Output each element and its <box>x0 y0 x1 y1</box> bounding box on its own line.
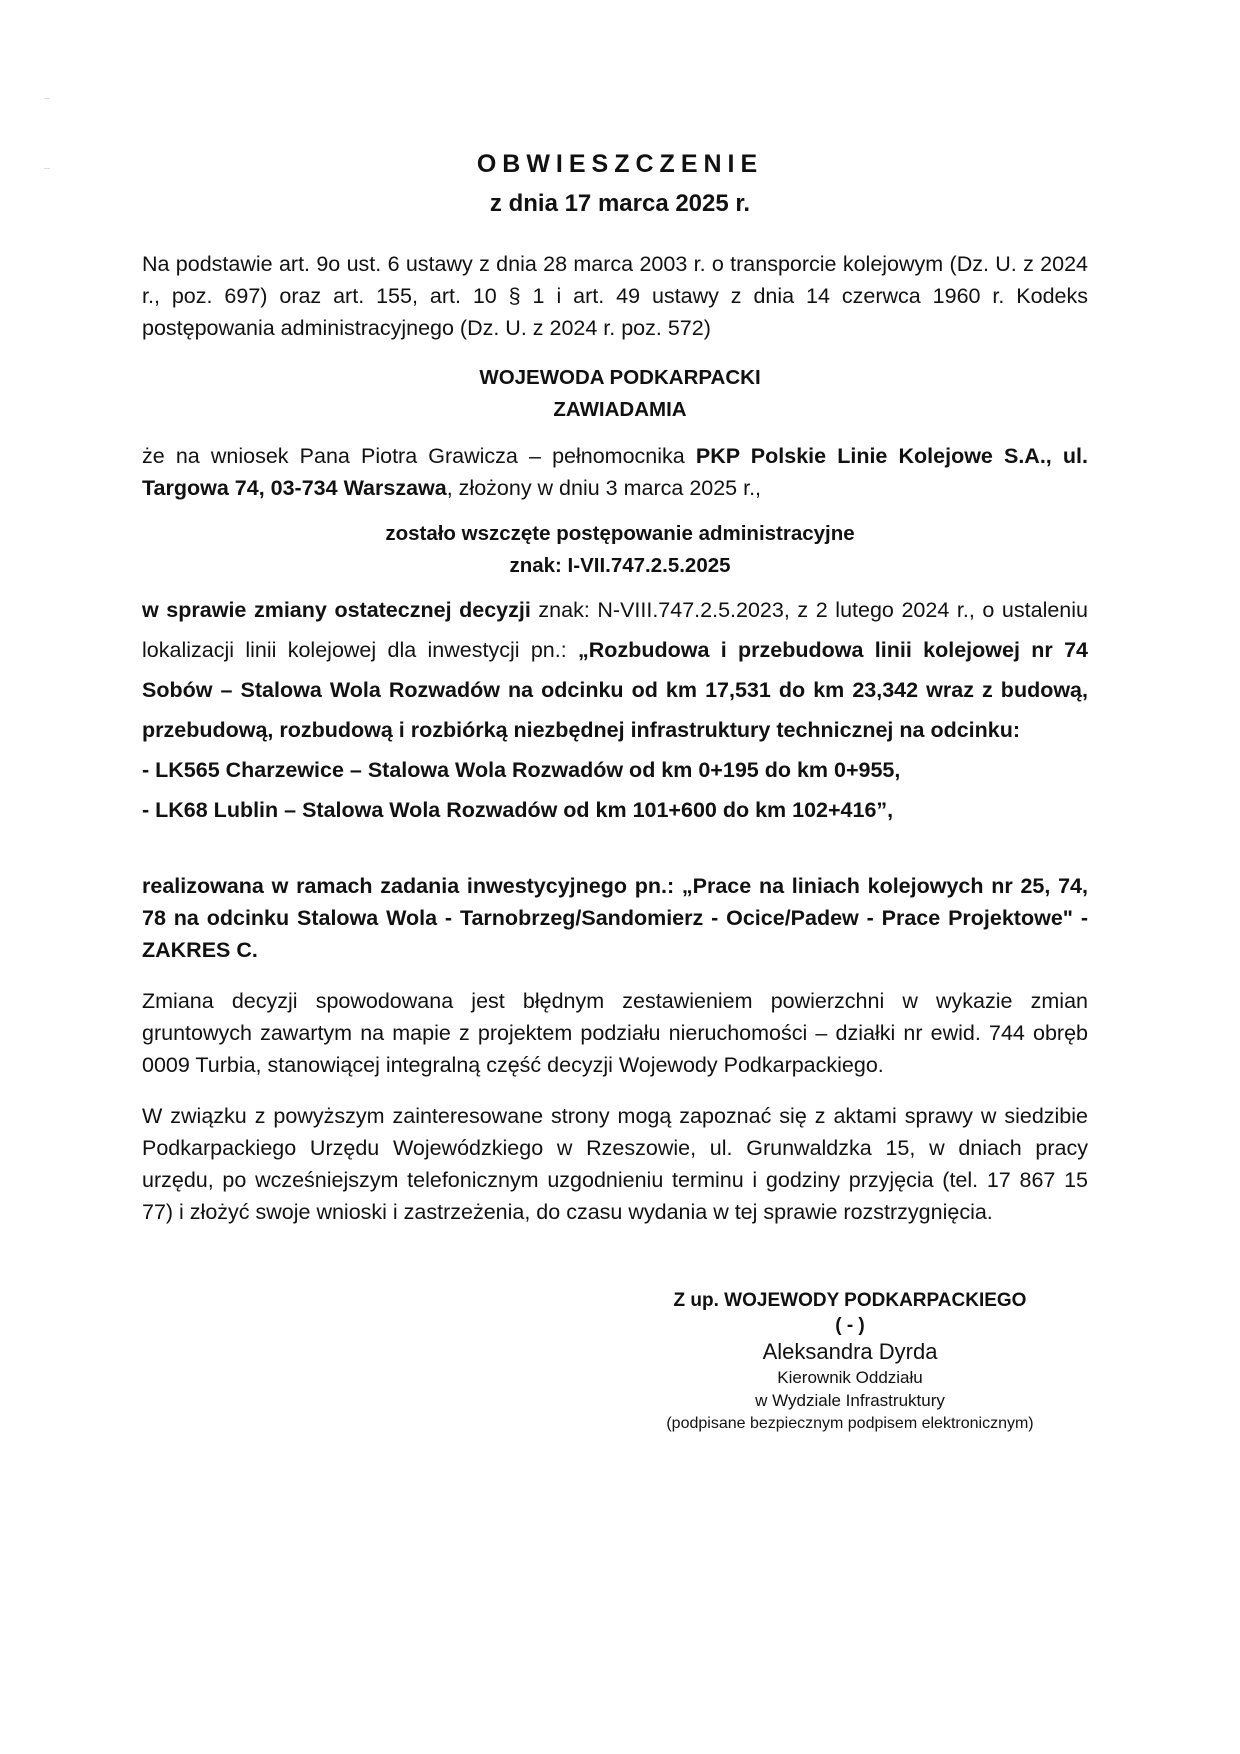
signature-on-behalf: Z up. WOJEWODY PODKARPACKIEGO <box>673 1290 1027 1311</box>
authority-block <box>0 362 1240 426</box>
section-item: - LK68 Lublin – Stalowa Wola Rozwadów od km 101+600 do km 102+416”, <box>142 798 894 822</box>
signatory-role: Kierownik Oddziału <box>777 1368 923 1387</box>
signatory-name: Aleksandra Dyrda <box>762 1339 938 1364</box>
signatory-department: w Wydziale Infrastruktury <box>755 1391 945 1410</box>
matter-reference: znak: N-VIII.747.2.5.2023, z 2 lutego 2024 r., o ustaleniu lokalizacji linii kolejowej dla inwestycji pn.: <box>142 598 1088 662</box>
reason-paragraph: Zmiana decyzji spowodowana jest błędnym zestawieniem powierzchni w wykazie zmian gruntowych zawartym na mapie z projektem podziału nieruchomości – działki nr ewid. 744 obręb 0009 Turbia, stanowiącej integralną część decyzji Wojewody Podkarpackiego. <box>142 989 1088 1077</box>
proceeding-block <box>0 518 1240 582</box>
request-paragraph <box>142 440 1088 504</box>
applicant-name: PKP Polskie Linie Kolejowe S.A., ul. Targowa 74, 03-734 Warszawa <box>142 444 1088 500</box>
legal-basis-paragraph: Na podstawie art. 9o ust. 6 ustawy z dnia 28 marca 2003 r. o transporcie kolejowym (Dz. U. z 2024 r., poz. 697) oraz art. 155, art. 10 § 1 i art. 49 ustawy z dnia 14 czerwca 1960 r. Kodeks postępowania administracyjnego (Dz. U. z 2024 r. poz. 572) <box>142 252 1088 340</box>
section-item: - LK565 Charzewice – Stalowa Wola Rozwadów od km 0+195 do km 0+955, <box>142 758 901 782</box>
task-text: realizowana w ramach zadania inwestycyjnego pn.: „Prace na liniach kolejowych nr 25, 74, 78 na odcinku Stalowa Wola - Tarnobrzeg/Sandomierz - Ocice/Padew - Prace Projektowe" - ZAKRES C. <box>142 874 1088 962</box>
matter-lead: w sprawie zmiany ostatecznej decyzji <box>142 598 531 622</box>
investment-name: „Rozbudowa i przebudowa linii kolejowej nr 74 Sobów – Stalowa Wola Rozwadów na odcinku od km 17,531 do km 23,342 wraz z budową, przebudową, rozbudową i rozbiórką niezbędnej infrastruktury technicznej na odcinku: <box>142 638 1088 742</box>
signature-mark: ( - ) <box>835 1315 865 1336</box>
document-title: OBWIESZCZENIE <box>476 150 764 178</box>
proceeding-reference: znak: I-VII.747.2.5.2025 <box>509 554 731 577</box>
matter-paragraph <box>142 590 1088 830</box>
signature-note: (podpisane bezpiecznym podpisem elektronicznym) <box>666 1415 1034 1432</box>
request-date-text: , złożony w dniu 3 marca 2025 r., <box>446 476 762 500</box>
authority-action: ZAWIADAMIA <box>553 398 687 421</box>
proceeding-statement: zostało wszczęte postępowanie administracyjne <box>385 522 855 545</box>
authority-name: WOJEWODA PODKARPACKI <box>479 366 761 389</box>
document-date: z dnia 17 marca 2025 r. <box>489 190 751 217</box>
scan-artifact <box>44 98 50 99</box>
request-text: że na wniosek Pana Piotra Grawicza – pełnomocnika <box>142 444 696 468</box>
signature-block <box>610 1288 1090 1435</box>
task-paragraph <box>142 870 1088 966</box>
access-paragraph: W związku z powyższym zainteresowane strony mogą zapoznać się z aktami sprawy w siedzibie Podkarpackiego Urzędu Wojewódzkiego w Rzeszowie, ul. Grunwaldzka 15, w dniach pracy urzędu, po wcześniejszym telefonicznym uzgodnieniu terminu i godziny przyjęcia (tel. 17 867 15 77) i złożyć swoje wnioski i zastrzeżenia, do czasu wydania w tej sprawie rozstrzygnięcia. <box>142 1104 1088 1224</box>
